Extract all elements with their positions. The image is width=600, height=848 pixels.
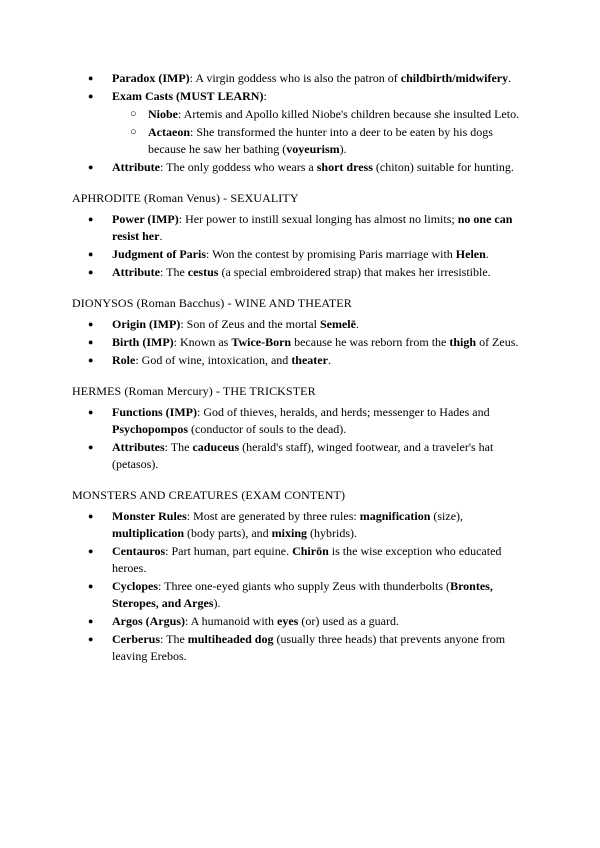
list-item: ● Functions (IMP): God of thieves, heralds, and herds; messenger to Hades and Psychopompos (conductor of souls to the dead). [112, 404, 522, 438]
list-item: ● Monster Rules: Most are generated by three rules: magnification (size), multiplication (body parts), and mixing (hybrids). [112, 508, 522, 542]
document-content [0, 70, 600, 666]
list-item: ● Power (IMP): Her power to instill sexual longing has almost no limits; no one can resist her. [112, 211, 522, 245]
artemis-list [0, 70, 600, 176]
list-item: ● Role: God of wine, intoxication, and theater. [112, 352, 522, 369]
list-item: ● Cerberus: The multiheaded dog (usually three heads) that prevents anyone from leaving Erebos. [112, 631, 522, 665]
list-item: ● Attribute: The cestus (a special embroidered strap) that makes her irresistible. [112, 264, 522, 281]
monsters-list [0, 508, 600, 665]
list-item: ● Attributes: The caduceus (herald's staff), winged footwear, and a traveler's hat (petasos). [112, 439, 522, 473]
section-heading-aphrodite: APHRODITE (Roman Venus) - SEXUALITY [72, 191, 299, 205]
section-heading-monsters: MONSTERS AND CREATURES (EXAM CONTENT) [72, 488, 346, 502]
sub-list-item: ○ Niobe: Artemis and Apollo killed Niobe's children because she insulted Leto. [148, 106, 522, 123]
list-item: ● Origin (IMP): Son of Zeus and the mortal Semelē. [112, 316, 522, 333]
list-item: ● Attribute: The only goddess who wears a short dress (chiton) suitable for hunting. [112, 159, 522, 176]
section-heading-hermes: HERMES (Roman Mercury) - THE TRICKSTER [72, 384, 316, 398]
list-item: ● Argos (Argus): A humanoid with eyes (or) used as a guard. [112, 613, 522, 630]
list-item: ● Exam Casts (MUST LEARN): [112, 88, 522, 105]
list-item: ● Centauros: Part human, part equine. Chirōn is the wise exception who educated heroes. [112, 543, 522, 577]
hermes-list [0, 404, 600, 473]
section-heading-dionysos: DIONYSOS (Roman Bacchus) - WINE AND THEATER [72, 296, 352, 310]
list-item: ● Birth (IMP): Known as Twice-Born because he was reborn from the thigh of Zeus. [112, 334, 522, 351]
sub-list-item: ○ Actaeon: She transformed the hunter into a deer to be eaten by his dogs because he saw her bathing (voyeurism). [148, 124, 522, 158]
list-item: ● Judgment of Paris: Won the contest by promising Paris marriage with Helen. [112, 246, 522, 263]
dionysos-list [0, 316, 600, 369]
list-item: ● Paradox (IMP): A virgin goddess who is also the patron of childbirth/midwifery. [112, 70, 522, 87]
list-item: ● Cyclopes: Three one-eyed giants who supply Zeus with thunderbolts (Brontes, Steropes, and Arges). [112, 578, 522, 612]
aphrodite-list [0, 211, 600, 281]
